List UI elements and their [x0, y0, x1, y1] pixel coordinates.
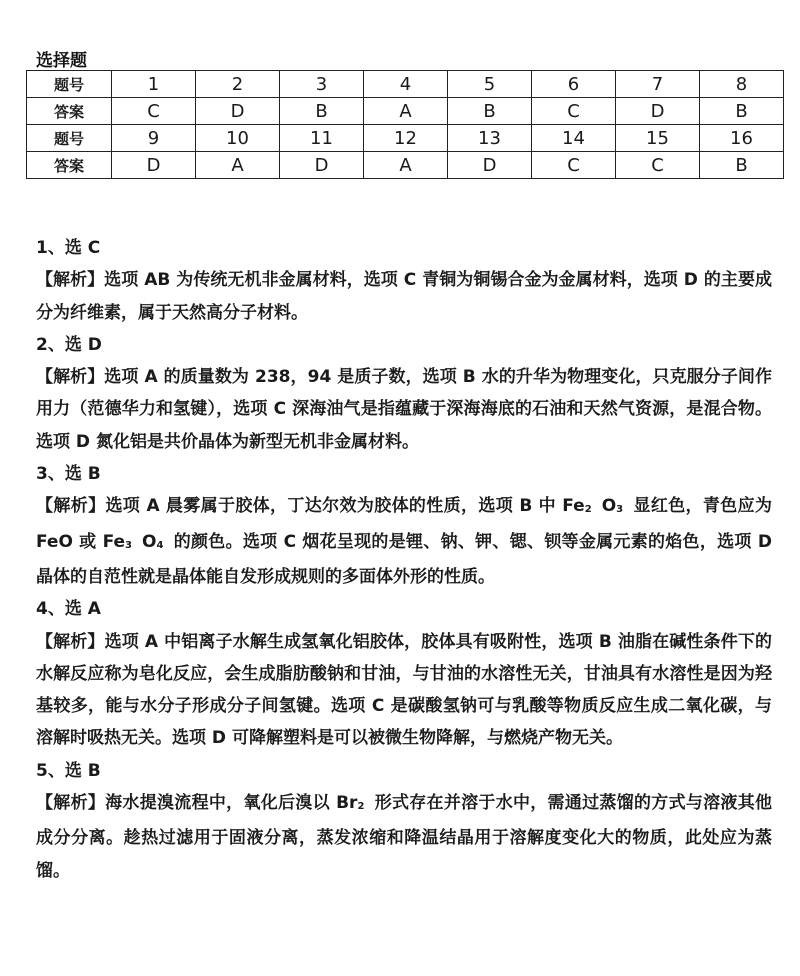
- table-cell: 12: [364, 125, 448, 152]
- table-cell: 4: [364, 71, 448, 98]
- table-cell: A: [364, 98, 448, 125]
- table-cell: 11: [280, 125, 364, 152]
- question-explanation: 【解析】选项 A 的质量数为 238，94 是质子数，选项 B 水的升华为物理变化，只克服分子间作用力（范德华力和氢键），选项 C 深海油气是指蕴藏于深海海底的石油和天然气资源，是混合物。选项 D 氮化铝是共价晶体为新型无机非金属材料。: [36, 367, 772, 452]
- table-cell: D: [280, 152, 364, 179]
- text-segment: 显红色，青色应为 FeO 或 Fe: [36, 496, 772, 552]
- table-row: [27, 125, 784, 152]
- question-head: 2、选 D: [36, 334, 102, 355]
- table-cell: 10: [196, 125, 280, 152]
- table-cell: 14: [532, 125, 616, 152]
- table-cell: 9: [112, 125, 196, 152]
- table-cell: D: [196, 98, 280, 125]
- question-head: 3、选 B: [36, 464, 101, 485]
- text-segment: 【解析】选项 A 晨雾属于胶体，丁达尔效为胶体的性质，选项 B 中 Fe: [36, 496, 585, 517]
- table-cell: B: [700, 98, 784, 125]
- question-1: [36, 232, 772, 329]
- table-cell: 16: [700, 125, 784, 152]
- text-segment: 【解析】海水提溴流程中，氧化后溴以 Br: [36, 793, 358, 814]
- question-head: 1、选 C: [36, 238, 101, 258]
- text-segment: 形式存在并溶于水中，需通过蒸馏的方式与溶液其他成分分离。趁热过滤用于固液分离，蒸发浓缩和降温结晶用于溶解度变化大的物质，此处应为蒸馏。: [36, 793, 773, 881]
- section-title: 选择题: [36, 51, 87, 71]
- question-head: 5、选 B: [36, 760, 101, 781]
- text-segment: O: [601, 496, 617, 517]
- text-segment: O: [142, 531, 157, 552]
- table-cell: 7: [616, 71, 700, 98]
- subscript: 3: [125, 539, 133, 551]
- table-cell: 6: [532, 71, 616, 98]
- question-5: [36, 755, 772, 887]
- subscript: 2: [584, 504, 592, 516]
- table-cell: C: [112, 98, 196, 125]
- table-cell: D: [616, 98, 700, 125]
- row-label: 题号: [27, 71, 112, 98]
- table-cell: C: [532, 152, 616, 179]
- table-cell: 2: [196, 71, 280, 98]
- question-explanation: [36, 490, 772, 593]
- question-head: 4、选 A: [36, 599, 101, 620]
- row-label: 答案: [27, 98, 112, 125]
- table-cell: 15: [616, 125, 700, 152]
- table-cell: D: [112, 152, 196, 179]
- row-label: 题号: [27, 125, 112, 152]
- table-cell: B: [280, 98, 364, 125]
- table-cell: 8: [700, 71, 784, 98]
- table-row: [27, 98, 784, 125]
- table-cell: A: [364, 152, 448, 179]
- subscript: 3: [616, 504, 624, 516]
- table-cell: C: [532, 98, 616, 125]
- table-cell: D: [448, 152, 532, 179]
- table-row: [27, 71, 784, 98]
- subscript: 2: [357, 801, 365, 813]
- explanations: [36, 232, 772, 887]
- table-cell: C: [616, 152, 700, 179]
- answer-table: [26, 70, 784, 179]
- table-cell: A: [196, 152, 280, 179]
- table-cell: B: [448, 98, 532, 125]
- question-3: [36, 458, 772, 593]
- table-cell: 1: [112, 71, 196, 98]
- question-2: [36, 329, 772, 458]
- question-explanation: [36, 787, 772, 887]
- table-row: [27, 152, 784, 179]
- question-explanation: 【解析】选项 AB 为传统无机非金属材料，选项 C 青铜为铜锡合金为金属材料，选项 D 的主要成分为纤维素，属于天然高分子材料。: [36, 270, 772, 323]
- question-explanation: 【解析】选项 A 中铝离子水解生成氢氧化铝胶体，胶体具有吸附性，选项 B 油脂在碱性条件下的水解反应称为皂化反应，会生成脂肪酸钠和甘油，与甘油的水溶性无关，甘油具有水溶性是因为羟基较多，能与水分子形成分子间氢键。选项 C 是碳酸氢钠可与乳酸等物质反应生成二氧化碳，与溶解时吸热无关。选项 D 可降解塑料是可以被微生物降解，与燃烧产物无关。: [36, 631, 772, 749]
- question-4: [36, 593, 772, 754]
- table-cell: 5: [448, 71, 532, 98]
- subscript: 4: [156, 539, 164, 551]
- table-cell: 13: [448, 125, 532, 152]
- table-cell: B: [700, 152, 784, 179]
- row-label: 答案: [27, 152, 112, 179]
- text-segment: 的颜色。选项 C 烟花呈现的是锂、钠、钾、锶、钡等金属元素的焰色，选项 D 晶体的自范性就是晶体能自发形成规则的多面体外形的性质。: [36, 531, 772, 587]
- table-cell: 3: [280, 71, 364, 98]
